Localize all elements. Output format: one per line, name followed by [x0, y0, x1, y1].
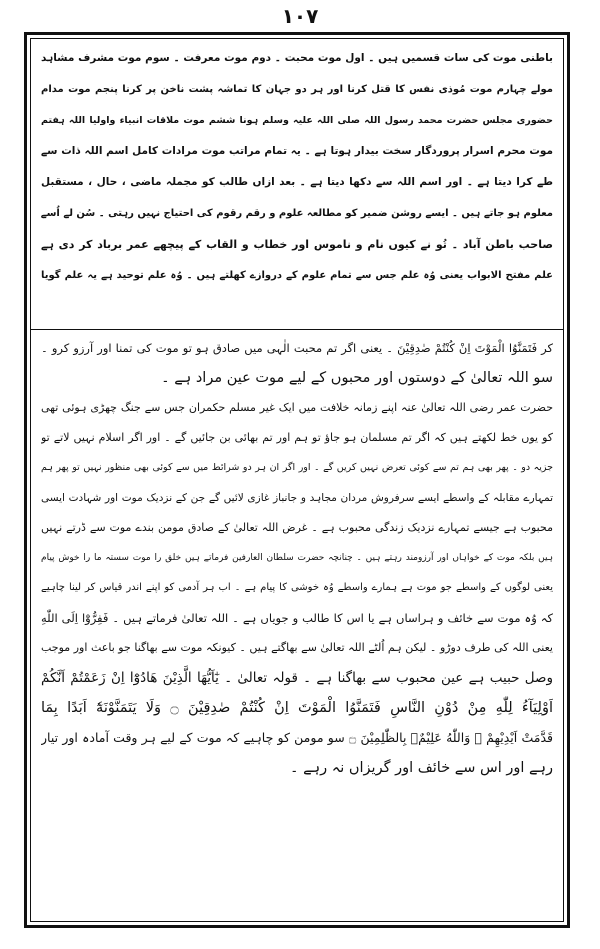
text-line: کہ وُہ موت سے خائف و ہراساں ہے یا اس کا طالب و جویاں ہے ۔ اللہ تعالیٰ فرماتے ہیں ۔ فَفِرُّوْٓا اِلَى اللّٰهِ [41, 611, 553, 625]
page-number: ۱۰۷ [281, 4, 319, 28]
text-line: قَدَّمَتْ اَیْدِیْهِمْ ۭ وَاللّٰهُ عَلِیْمٌۢ بِالظّٰلِمِیْنَ ۝ سو مومن کو چاہیے کہ موت کے لیے ہر وقت آمادہ اور تیار [41, 730, 553, 745]
text-line: سو اللہ تعالیٰ کے دوستوں اور محبوں کے لیے موت عین مراد ہے ۔ [161, 370, 553, 386]
text-line: یعنی لوگوں کے واسطے جو موت ہے ہمارے واسطے وُہ خوشی کا پیام ہے ۔ اب ہر آدمی کو اپنے اندر قیاس کر لینا چاہیے [41, 582, 553, 593]
text-line: جزیہ دو ۔ پھر بھی ہم تم سے کوئی تعرض نہیں کریں گے ۔ اور اگر ان ہر دو شرائط میں سے کوئی بھی منظور نہیں تو پھر ہم [41, 462, 553, 473]
text-frame [24, 32, 570, 928]
text-line: باطنی موت کی سات قسمیں ہیں ۔ اول موت محبت ۔ دوم موت معرفت ۔ سوم موت مشرف مشاہد [41, 52, 553, 64]
upper-text-block [31, 39, 563, 329]
text-line: رہے اور اس سے خائف اور گریزاں نہ رہے ۔ [290, 760, 553, 776]
text-line: یعنی اللہ کی طرف دوڑو ۔ لیکن ہم اُلٹے اللہ تعالیٰ سے بھاگتے ہیں ۔ کیونکہ موت سے بھاگنا جو باعث اور موجب [41, 641, 553, 654]
text-line: وصل حبیب ہے عین محبوب سے بھاگنا ہے ۔ قولہ تعالیٰ ۔ یٰٓاَیُّهَا الَّذِیْنَ هَادُوْٓا اِنْ زَعَمْتُمْ اَنَّكُمْ [41, 670, 553, 686]
text-line: صاحب باطن آباد ۔ تُو نے کیوں نام و ناموس اور خطاب و القاب کے پیچھے عمر برباد کر دی ہے [41, 238, 553, 251]
text-line: حضوری مجلس حضرت محمد رسول اللہ صلی اللہ علیہ وسلم ہونا ششم موت ملاقات انبیاء واولیا اللہ ہفتم [41, 115, 553, 126]
text-line: اَوْلِیَآءُ لِلّٰهِ مِنْ دُوْنِ النَّاسِ فَتَمَنَّوُا الْمَوْتَ اِنْ كُنْتُمْ صٰدِقِیْنَ ۝ وَلَا یَتَمَنَّوْنَهٗٓ اَبَدًا بِمَا [41, 700, 553, 716]
text-line: معلوم ہو جاتے ہیں ۔ ایسے روشن ضمیر کو مطالعہ علوم و رقم رقوم کی احتیاج نہیں رہتی ۔ سُن لے اُسے [41, 208, 553, 219]
lower-text-block [31, 331, 563, 921]
section-divider [31, 329, 563, 330]
text-line: حضرت عمر رضی اللہ تعالیٰ عنہ اپنے زمانہ خلافت میں ایک غیر مسلم حکمران جس سے جنگ چھڑی ہوئی تھی [41, 401, 553, 414]
text-line: تمہارے مقابلہ کے واسطے ایسے سرفروش مردان مجاہد و جانباز غازی لائیں گے جن کے نزدیک موت اور شہادت ایسی [41, 492, 553, 504]
text-line: طے کرا دیتا ہے ۔ اور اسم اللہ سے دکھا دیتا ہے ۔ بعد ازاں طالب کو مجملہ ماضی ، حال ، مستقبل [41, 176, 553, 188]
text-line: مولے چہارم موت مُوذی نفس کا قتل کرنا اور ہر دو جہان کا تماشہ پشت ناخن پر کرنا پنجم موت مدام [41, 84, 553, 95]
text-line: ہیں بلکہ موت کے خواہاں اور آرزومند رہتے ہیں ۔ چنانچہ حضرت سلطان العارفین فرماتے ہیں خلق را موت سستہ ما را خوش پیام [41, 553, 553, 563]
text-line: کو یوں خط لکھتے ہیں کہ اگر تم مسلمان ہو جاؤ تو ہم اور تم بھائی بن جائیں گے ۔ اور اگر اسلام نہیں لاتے تو [41, 431, 553, 444]
text-line: علم مفتح الابواب یعنی وُہ علم جس سے تمام علوم کے دروازے کھلتے ہیں ۔ وُہ علم توحید ہے یہ علم گویا [41, 270, 553, 281]
inner-frame [30, 38, 564, 922]
text-line: موت محرم اسرار پروردگار سخت بیدار ہوتا ہے ۔ یہ تمام مراتب موت مرادات کامل اسم اللہ ذات سے [41, 145, 553, 157]
text-line: کر فَتَمَنَّوُا الْمَوْتَ اِنْ كُنْتُمْ صٰدِقِیْنَ ۔ یعنی اگر تم محبت الٰہی میں صادق ہو تو موت کی تمنا اور آرزو کرو ۔ [41, 341, 553, 355]
text-line: محبوب ہے جیسے تمہارے نزدیک زندگی محبوب ہے ۔ غرض اللہ تعالیٰ کے صادق مومن بندے موت سے ڈرتے نہیں [41, 521, 553, 534]
